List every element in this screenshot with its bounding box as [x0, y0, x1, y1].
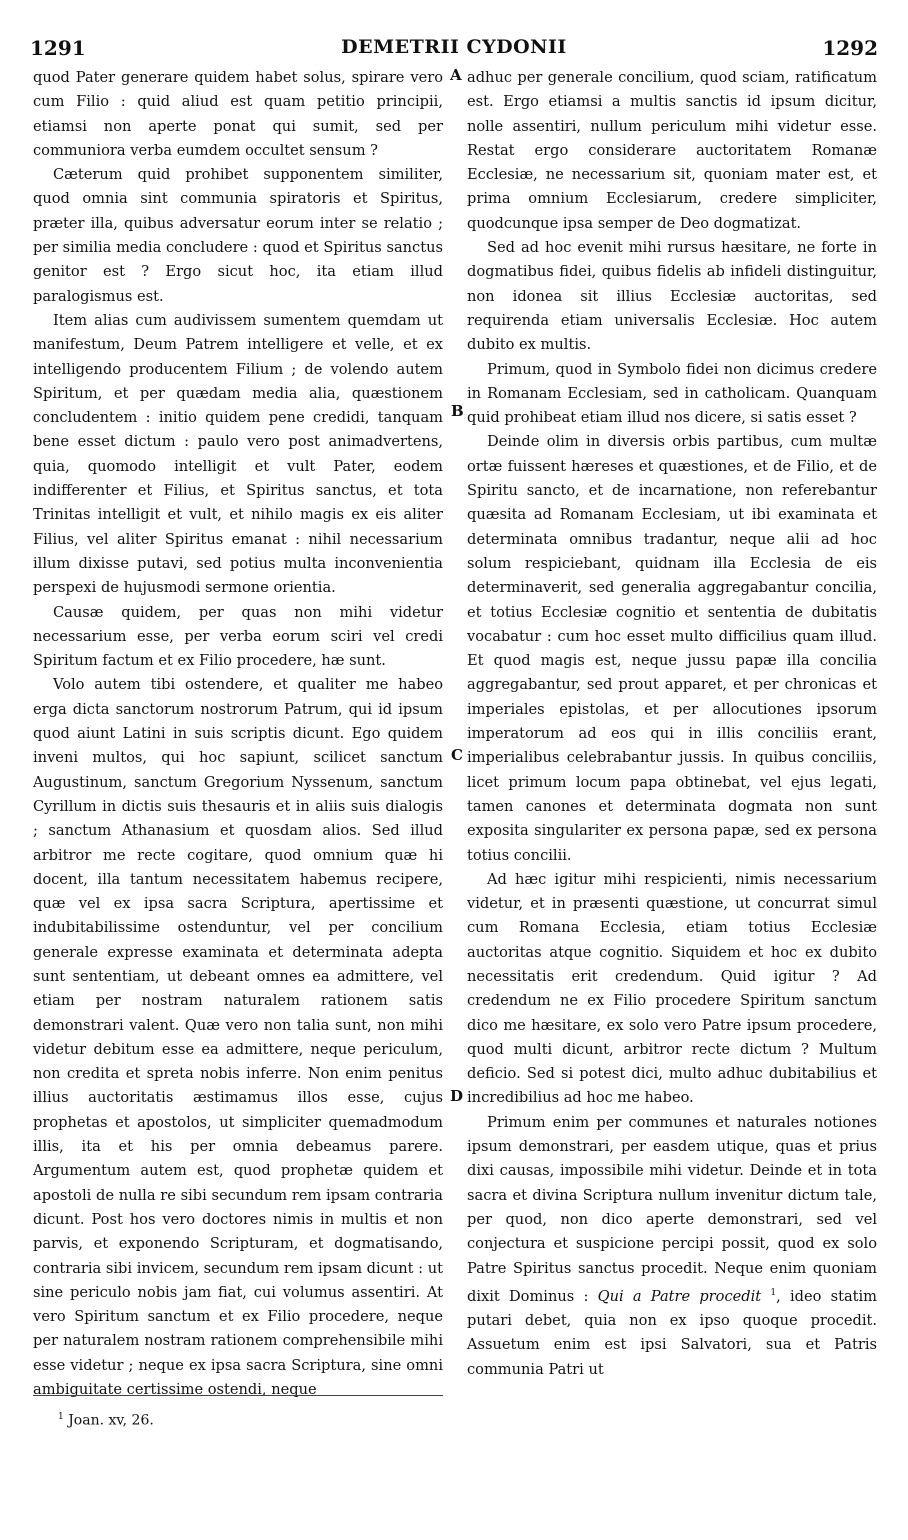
paragraph-last: [467, 1111, 877, 1382]
paragraph: Item alias cum audivissem sumentem quemdam ut manifestum, Deum Patrem intelligere et velle, et ex intelligendo producentem Filium ; de volendo autem Spiritum, et per quædam media alia, quæstionem concludentem : initio quidem pene credidi, tanquam bene esset dictum : paulo vero post animadvertens, quia, quomodo intelligit et vult Pater, eodem indifferenter et Filius, et Spiritus sanctus, et tota Trinitas intelligit et vult, et nihilo magis ex eis aliter Filius, vel aliter Spiritus emanat : nihil necessarium illum dixisse putavi, sed potius multa inconvenientia perspexi de hujusmodi sermone orientia.: [33, 311, 443, 597]
paragraph: Deinde olim in diversis orbis partibus, cum multæ ortæ fuissent hæreses et quæstiones, et de Filio, et de Spiritu sancto, et de incarnatione, non referebantur quæsita ad Romanam Ecclesiam, ut ibi examinata et determinata omnibus tradantur, neque alii ad hoc solum respiciebant, quidnam illa Ecclesia de eis determinaverit, sed generalia aggregabantur concilia, et totius Ecclesiæ cognitio et sententia de dubitatis vocabatur : cum hoc esset multo difficilius quam illud. Et quod magis est, neque jussu papæ illa concilia aggregabantur, sed prout apparet, et per chronicas et imperiales epistolas, et per allocutiones ipsorum imperatorum ad eos qui in illis conciliis erant, imperialibus celebrabantur jussis. In quibus conciliis, licet primum locum papa obtinebat, vel ejus legati, tamen canones et determinata dogmata non sunt exposita singulariter ex persona papæ, sed ex persona totius concilii.: [467, 433, 877, 864]
paragraph: Volo autem tibi ostendere, et qualiter me habeo erga dicta sanctorum nostrorum Patrum, qui id ipsum quod aiunt Latini in suis scriptis dicunt. Ego quidem inveni multos, qui hoc sapiunt, scilicet sanctum Augustinum, sanctum Gregorium Nyssenum, sanctum Cyrillum in dictis suis thesauris et in aliis suis dialogis ; sanctum Athanasium et quosdam alios. Sed illud arbitror me recte cogitare, quod omnium quæ hi docent, illa tantum necessitatem habemus recipere, quæ vel ex ipsa sacra Scriptura, apertissime et indubitabilissime ostenduntur, vel per concilium generale expresse examinata et determinata adepta sunt sententiam, ut debeant omnes ea admittere, vel etiam per nostram naturalem rationem satis demonstrari valent. Quæ vero non talia sunt, non mihi videtur debitum esse ea admittere, neque periculum, non credita et spreta nobis inferre. Non enim penitus illius auctoritatis æstimamus illos esse, cujus prophetas et apostolos, ut simpliciter quemadmodum illis, ita et his per omnia debeamus parere. Argumentum autem est, quod prophetæ quidem et apostoli de nulla re sibi secundum rem ipsam contraria dicunt. Post hos vero doctores nimis in multis et non parvis, et exponendo Scripturam, et dogmatisando, contraria sibi invicem, secundum rem ipsam dicunt : ut sine periculo nobis jam fiat, cui volumus assentiri. At vero Spiritum sanctum et ex Filio procedere, neque per naturalem nostram rationem comprehensibile mihi esse videtur ; neque ex ipsa sacra Scriptura, sine omni ambiguitate certissime ostendi, neque: [33, 676, 443, 1399]
footnote-reference: 1: [770, 1287, 777, 1298]
page-number-left: 1291: [30, 36, 86, 60]
scripture-quote: Qui a Patre procedit: [597, 1287, 762, 1305]
paragraph: Ad hæc igitur mihi respicienti, nimis necessarium videtur, et in præsenti quæstione, ut concurrat simul cum Romana Ecclesia, etiam totius Ecclesiæ auctoritas atque cognitio. Siquidem et hoc ex dubito necessitatis erit credendum. Quid igitur ? Ad credendum ne ex Filio procedere Spiritum sanctum dico me hæsitare, ex solo vero Patre ipsum procedere, quod multi dicunt, arbitror recte dictum ? Multum deficio. Sed si potest dici, multo adhuc dubitabilius et incredibilius ad hoc me habeo.: [467, 870, 877, 1107]
footnote-text: Joan. xv, 26.: [68, 1412, 154, 1429]
footnote: [58, 1412, 154, 1429]
paragraph-text: Primum enim per communes et naturales notiones ipsum demonstrari, per easdem utique, quas et prius dixi causas, impossibile mihi videtur. Deinde et in tota sacra et divina Scriptura nullum invenitur dictum tale, per quod, non dico aperte demonstrari, sed vel conjectura et suspicione percipi possit, quod ex solo Patre Spiritus sanctus procedit. Neque enim quoniam dixit Dominus :: [467, 1113, 877, 1305]
footnote-divider: [33, 1395, 443, 1396]
footnote-mark: 1: [58, 1412, 64, 1422]
left-column: [33, 66, 443, 1402]
paragraph: Causæ quidem, per quas non mihi videtur necessarium esse, per verba eorum sciri vel credi Spiritum factum et ex Filio procedere, hæ sunt.: [33, 603, 443, 670]
margin-marker-b: B: [451, 402, 464, 420]
paragraph: quod Pater generare quidem habet solus, spirare vero cum Filio : quid aliud est quam petitio principii, etiamsi non aperte ponat qui sumit, sed per communiora verba eumdem occultet sensum ?: [33, 69, 443, 159]
running-title: DEMETRII CYDONII: [341, 36, 567, 58]
paragraph: Cæterum quid prohibet supponentem similiter, quod omnia sint communia spiratoris et Spiritus, præter illa, quibus adversatur eorum inter se relatio ; per similia media concludere : quod et Spiritus sanctus genitor est ? Ergo sicut hoc, ita etiam illud paralogismus est.: [33, 166, 443, 305]
paragraph: Primum, quod in Symbolo fidei non dicimus credere in Romanam Ecclesiam, sed in catholicam. Quanquam quid prohibeat etiam illud nos dicere, si satis esset ?: [467, 360, 877, 427]
margin-marker-a: A: [450, 66, 462, 84]
margin-marker-d: D: [450, 1087, 464, 1105]
paragraph: Sed ad hoc evenit mihi rursus hæsitare, ne forte in dogmatibus fidei, quibus fidelis ab infideli distinguitur, non idonea sit illius Ecclesiæ auctoritas, sed requirenda etiam universalis Ecclesiæ. Hoc autem dubito ex multis.: [467, 239, 877, 354]
page-number-right: 1292: [822, 36, 878, 60]
margin-marker-c: C: [451, 746, 463, 764]
paragraph: adhuc per generale concilium, quod sciam, ratificatum est. Ergo etiamsi a multis sanctis id ipsum dicitur, nolle assentiri, nullum periculum mihi videtur esse. Restat ergo considerare auctoritatem Romanæ Ecclesiæ, ne necessarium sit, quoniam mater est, et prima omnium Ecclesiarum, credere simpliciter, quodcunque ipsa semper de Deo dogmatizat.: [467, 69, 877, 232]
running-header: [30, 36, 878, 60]
paragraph-tail: , ideo statim putari debet, quia non ex ipso quoque procedit. Assuetum enim est ipsi Salvatori, sua et Patris communia Patri ut: [467, 1287, 878, 1378]
right-column: [467, 66, 877, 1382]
